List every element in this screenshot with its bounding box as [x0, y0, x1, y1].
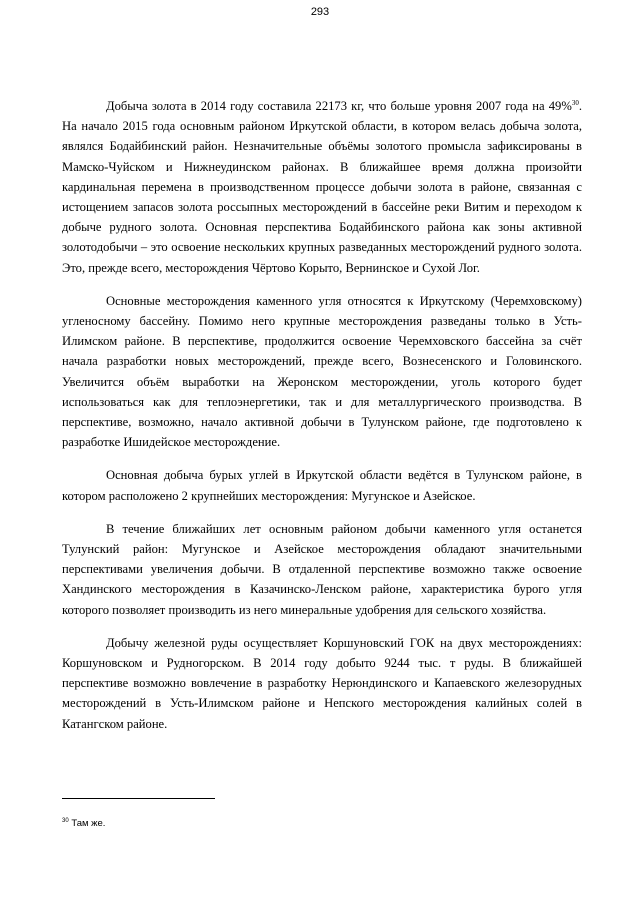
paragraph-brown-coal: Основная добыча бурых углей в Иркутской области ведётся в Тулунском районе, в котором расположено 2 крупнейших месторождения: Мугунское и Азейское.	[62, 468, 582, 503]
footnote-text: Там же.	[68, 818, 106, 829]
paragraph-text-continued: . На начало 2015 года основным районом Иркутской области, в котором велась добыча золота, являлся Бодайбинский район. Незначительные объёмы золотого промысла зафиксированы в Мамско-Чуйском и Нижнеудинском районах. В ближайшее время должна произойти кардинальная перемена в производственном процессе добычи золота в районе, связанная с истощением запасов золота россыпных месторождений в бассейне реки Витим и переходом к добыче рудного золота. Основная перспектива Бодайбинского района как зоны активной золотодобычи – это освоение нескольких крупных разведанных месторождений рудного золота. Это, прежде всего, месторождения Чёртово Корыто, Вернинское и Сухой Лог.	[62, 99, 582, 275]
page-number: 293	[310, 6, 330, 18]
footnote-reference[interactable]: 30	[571, 98, 579, 107]
body-text	[62, 96, 582, 747]
footnote-separator	[62, 798, 215, 799]
footnote	[62, 818, 105, 829]
paragraph-text: Добыча золота в 2014 году составила 22173 кг, что больше уровня 2007 года на 49%	[106, 99, 572, 113]
paragraph-coal-outlook: В течение ближайших лет основным районом добычи каменного угля останется Тулунский район: Мугунское и Азейское месторождения обладают значительными перспективами увеличения добычи. В отдаленной перспективе возможно также освоение Хандинского месторождения в Казачинско-Ленском районе, характеристика бурого угля которого позволяет производить из него минеральные удобрения для сельского хозяйства.	[62, 521, 582, 617]
paragraph-coal-deposits: Основные месторождения каменного угля относятся к Иркутскому (Черемховскому) угленосному бассейну. Помимо него крупные месторождения разведаны только в Усть-Илимском районе. В перспективе, продолжится освоение Черемховского бассейна за счёт начала разработки новых месторождений, прежде всего, Вознесенского и Головинского. Увеличится объём выработки на Жеронском месторождении, уголь которого будет использоваться как для теплоэнергетики, так и для металлургического производства. В перспективе, возможно, начало активной добычи в Тулунском районе, где подготовлено к разработке Ишидейское месторождение.	[62, 293, 582, 450]
paragraph-gold-mining	[62, 96, 582, 278]
footnote-number: 30	[62, 817, 69, 824]
paragraph-iron-ore: Добычу железной руды осуществляет Коршуновский ГОК на двух месторождениях: Коршуновском и Рудногорском. В 2014 году добыто 9244 тыс. т руды. В ближайшей перспективе возможно вовлечение в разработку Нерюндинского и Капаевского железорудных месторождений в Усть-Илимском районе и Непского месторождения калийных солей в Катангском районе.	[62, 635, 582, 731]
